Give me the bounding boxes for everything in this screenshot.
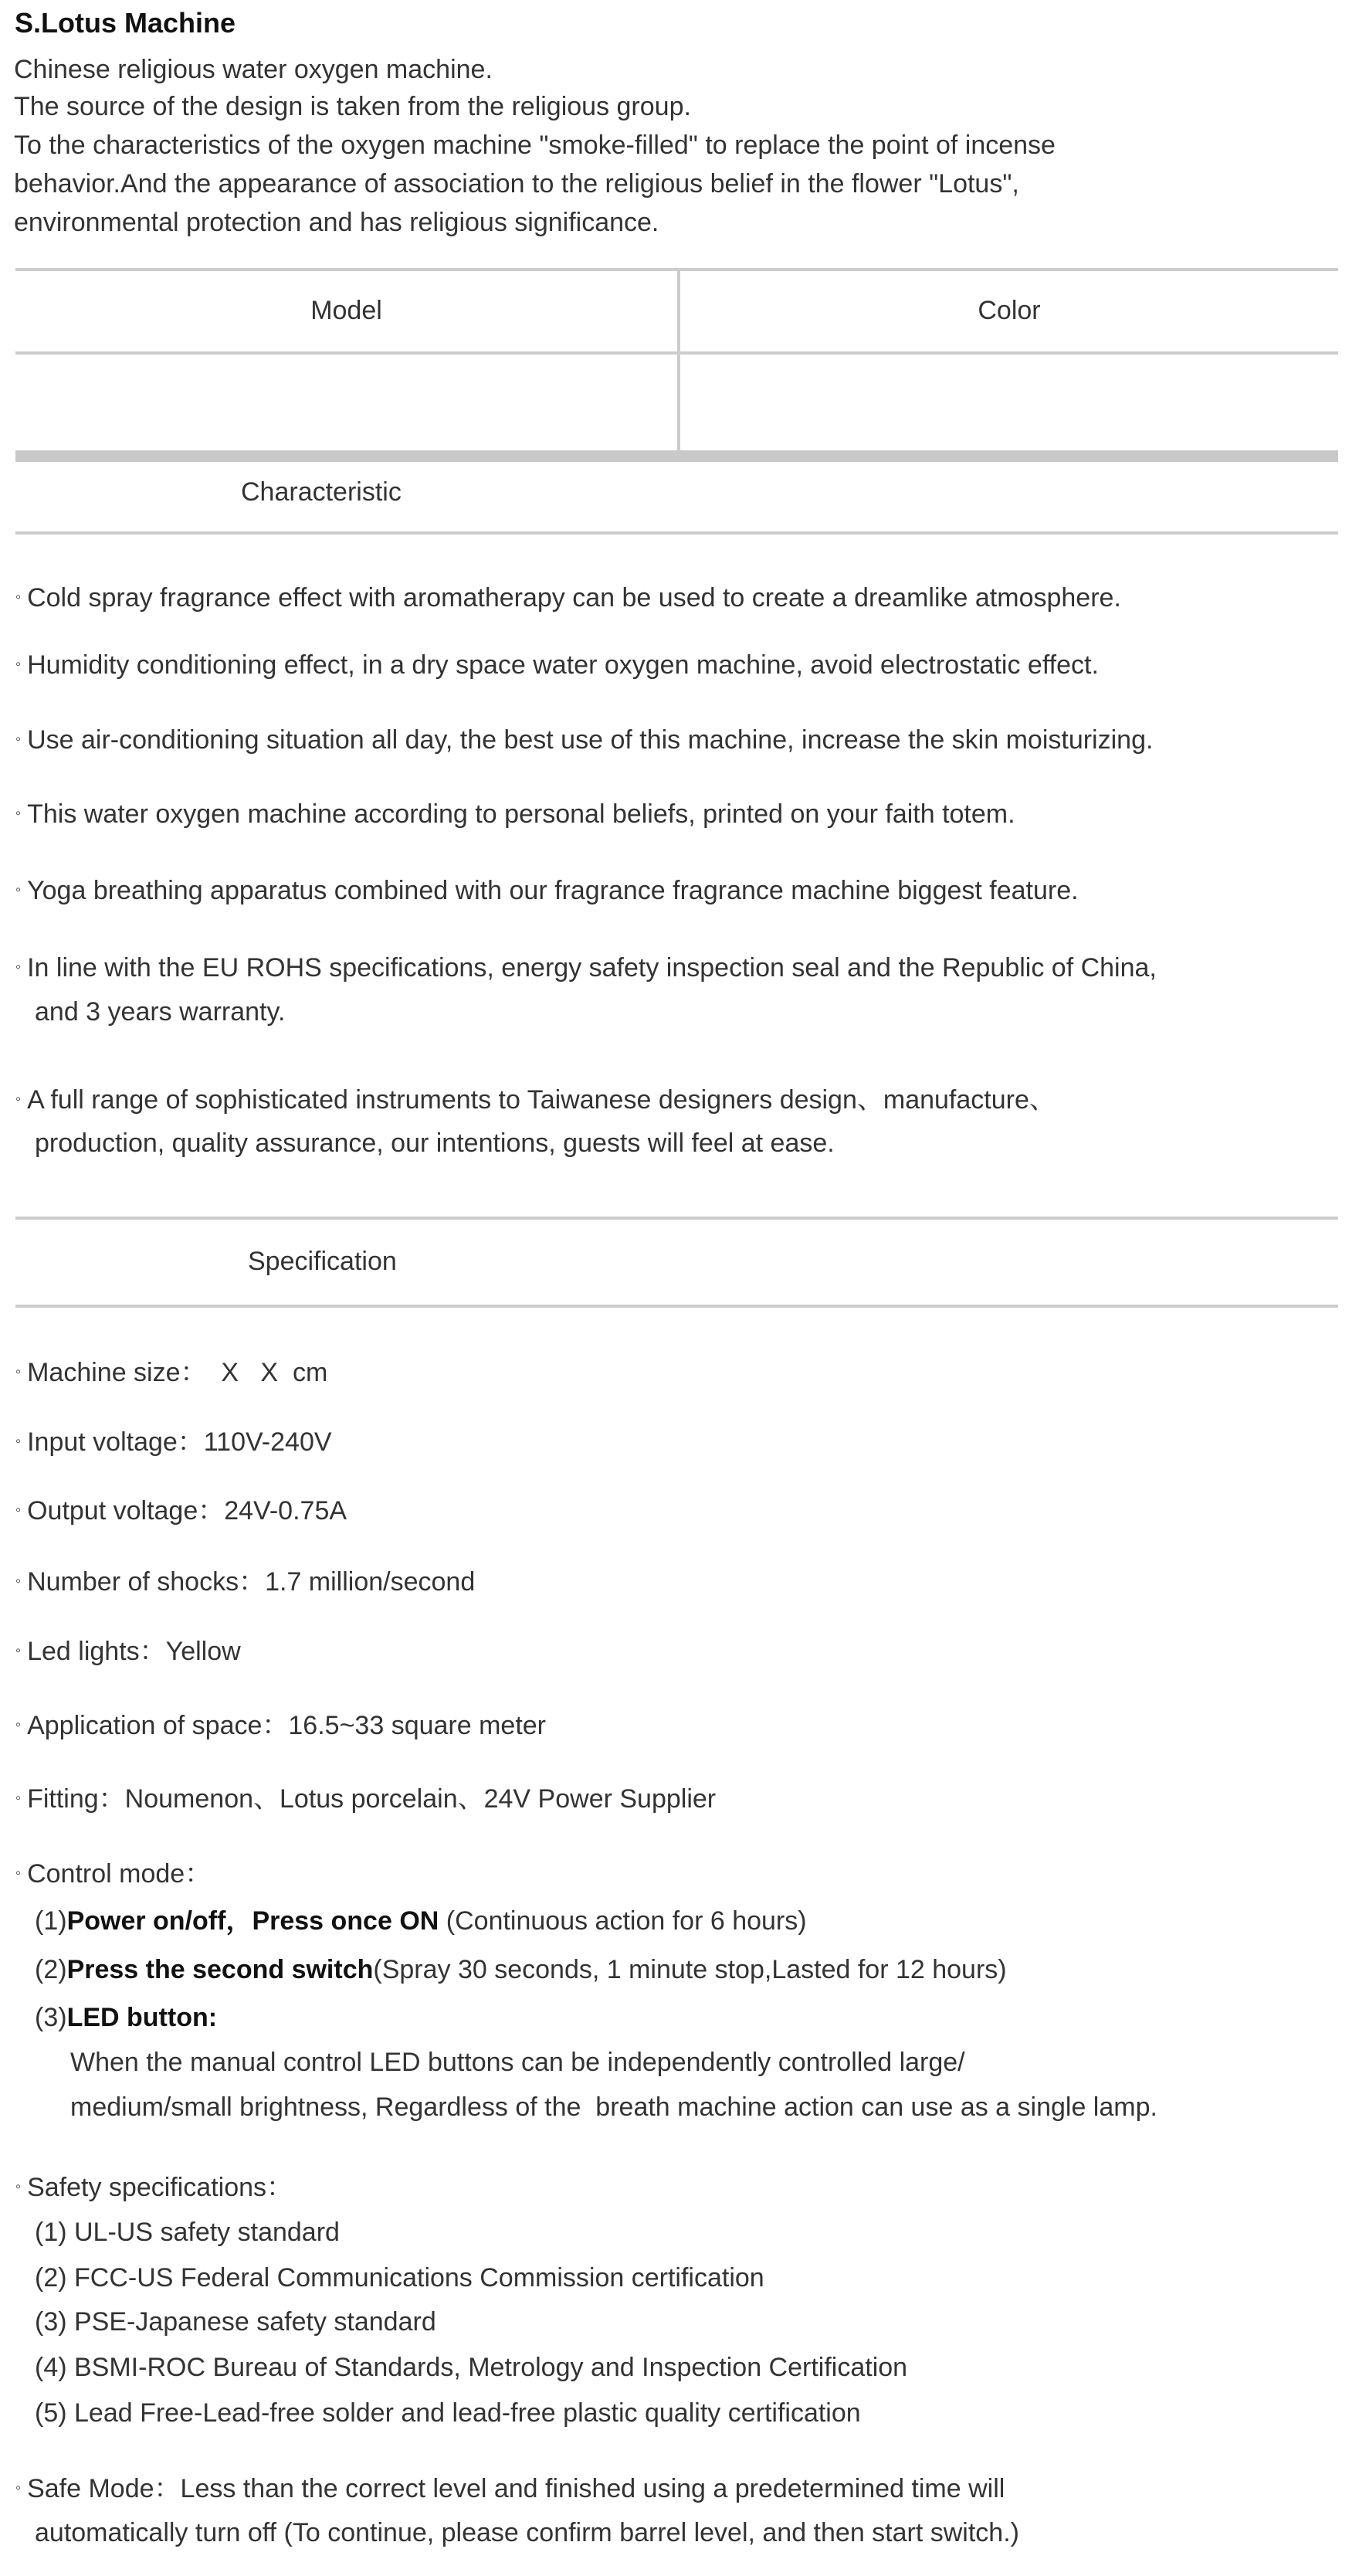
spec-text: Number of shocks：1.7 million/second bbox=[27, 1567, 476, 1597]
bullet-icon: ◦ bbox=[15, 1716, 22, 1733]
table-header-color: Color bbox=[978, 296, 1041, 325]
spec-text: Control mode： bbox=[27, 1859, 212, 1889]
step-number: (1) bbox=[35, 1906, 67, 1936]
specification-heading: Specification bbox=[248, 1247, 397, 1276]
step-bold-text: Press the second switch bbox=[66, 1955, 374, 1984]
characteristic-text: In line with the EU ROHS specifications, energy safety inspection seal and the Republic of China, bbox=[27, 953, 1157, 983]
step-text: (Continuous action for 6 hours) bbox=[439, 1906, 807, 1936]
characteristic-item bbox=[15, 952, 1157, 983]
spec-text: Machine size： X X cm bbox=[27, 1358, 328, 1387]
characteristic-item bbox=[15, 798, 1015, 830]
control-step bbox=[35, 1906, 807, 1936]
spec-text: Led lights：Yellow bbox=[27, 1637, 241, 1666]
safe-mode-continued: automatically turn off (To continue, please confirm barrel level, and then start switch.) bbox=[35, 2518, 1019, 2547]
bullet-icon: ◦ bbox=[15, 881, 22, 898]
bullet-icon: ◦ bbox=[15, 959, 22, 976]
step-text: (Spray 30 seconds, 1 minute stop,Lasted for 12 hours) bbox=[373, 1955, 1007, 1984]
characteristic-text: Humidity conditioning effect, in a dry space water oxygen machine, avoid electrostatic effect. bbox=[27, 650, 1099, 680]
characteristic-text: Yoga breathing apparatus combined with our fragrance fragrance machine biggest feature. bbox=[27, 876, 1079, 905]
safety-item: (5) Lead Free-Lead-free solder and lead-free plastic quality certification bbox=[35, 2398, 861, 2428]
bullet-icon: ◦ bbox=[15, 1363, 22, 1380]
step-number: (2) bbox=[35, 1955, 67, 1984]
characteristic-item bbox=[15, 1084, 1056, 1115]
bullet-icon: ◦ bbox=[15, 731, 22, 748]
bullet-icon: ◦ bbox=[15, 1865, 22, 1882]
bullet-icon: ◦ bbox=[15, 2479, 22, 2496]
bullet-icon: ◦ bbox=[15, 1433, 22, 1450]
characteristic-heading: Characteristic bbox=[241, 477, 402, 507]
characteristic-text-continued: and 3 years warranty. bbox=[35, 997, 286, 1027]
spec-item bbox=[15, 1495, 347, 1526]
description-line: behavior.And the appearance of association to the religious belief in the flower "Lotus", bbox=[14, 169, 1019, 199]
led-detail-line: When the manual control LED buttons can be independently controlled large/ bbox=[70, 2048, 965, 2077]
description-line: The source of the design is taken from the religious group. bbox=[14, 92, 691, 121]
control-step bbox=[35, 2002, 217, 2033]
bullet-icon: ◦ bbox=[15, 1091, 22, 1108]
safety-item: (3) PSE-Japanese safety standard bbox=[35, 2307, 436, 2337]
product-title: S.Lotus Machine bbox=[15, 7, 236, 39]
description-line: environmental protection and has religious significance. bbox=[14, 208, 659, 237]
characteristic-item bbox=[15, 582, 1121, 613]
safe-mode-item bbox=[15, 2472, 1005, 2504]
bullet-icon: ◦ bbox=[15, 656, 22, 673]
bullet-icon: ◦ bbox=[15, 589, 22, 606]
bullet-icon: ◦ bbox=[15, 1790, 22, 1807]
characteristic-text: This water oxygen machine according to personal beliefs, printed on your faith totem. bbox=[27, 799, 1015, 829]
spec-item bbox=[15, 1566, 475, 1597]
table-header-rule bbox=[15, 351, 1338, 355]
characteristic-text: Use air-conditioning situation all day, the best use of this machine, increase the skin moisturizing. bbox=[27, 725, 1154, 755]
spec-item bbox=[15, 1709, 546, 1741]
characteristic-item bbox=[15, 874, 1079, 906]
spec-text: Safety specifications： bbox=[27, 2173, 293, 2202]
control-step bbox=[35, 1954, 1007, 1985]
spec-item bbox=[15, 1356, 327, 1388]
bullet-icon: ◦ bbox=[15, 805, 22, 822]
led-detail-line: medium/small brightness, Regardless of the breath machine action can use as a single lamp. bbox=[70, 2092, 1157, 2122]
specification-top-rule bbox=[15, 1217, 1338, 1220]
spec-text: Application of space：16.5~33 square meter bbox=[27, 1711, 547, 1740]
specification-rule bbox=[15, 1305, 1338, 1308]
step-bold-text: Power on/off，Press once ON bbox=[66, 1906, 439, 1936]
spec-text: Fitting：Noumenon、Lotus porcelain、24V Power Supplier bbox=[27, 1784, 717, 1814]
table-header-model: Model bbox=[310, 296, 382, 325]
spec-item bbox=[15, 1635, 241, 1667]
control-mode-label bbox=[15, 1858, 211, 1889]
table-bottom-bar bbox=[15, 450, 1338, 462]
safety-item: (1) UL-US safety standard bbox=[35, 2218, 340, 2247]
characteristic-item bbox=[15, 649, 1099, 680]
bullet-icon: ◦ bbox=[15, 1502, 22, 1519]
characteristic-text: A full range of sophisticated instruments to Taiwanese designers design、manufacture、 bbox=[27, 1085, 1056, 1115]
spec-text: Output voltage：24V-0.75A bbox=[27, 1496, 347, 1526]
spec-item bbox=[15, 1426, 332, 1458]
safety-item: (2) FCC-US Federal Communications Commission certification bbox=[35, 2263, 764, 2293]
spec-text: Safe Mode：Less than the correct level and finished using a predetermined time will bbox=[27, 2474, 1005, 2503]
characteristic-rule bbox=[15, 531, 1338, 535]
spec-item bbox=[15, 1783, 716, 1814]
bullet-icon: ◦ bbox=[15, 2178, 22, 2195]
spec-text: Input voltage：110V-240V bbox=[27, 1427, 332, 1457]
bullet-icon: ◦ bbox=[15, 1642, 22, 1659]
safety-item: (4) BSMI-ROC Bureau of Standards, Metrology and Inspection Certification bbox=[35, 2353, 908, 2382]
bullet-icon: ◦ bbox=[15, 1573, 22, 1590]
step-number: (3) bbox=[35, 2003, 67, 2032]
safety-label bbox=[15, 2171, 293, 2203]
characteristic-text-continued: production, quality assurance, our intentions, guests will feel at ease. bbox=[35, 1128, 835, 1158]
description-line: Chinese religious water oxygen machine. bbox=[14, 55, 493, 84]
characteristic-item bbox=[15, 724, 1153, 755]
description-line: To the characteristics of the oxygen machine "smoke-filled" to replace the point of incense bbox=[14, 131, 1056, 160]
characteristic-text: Cold spray fragrance effect with aromatherapy can be used to create a dreamlike atmosphere. bbox=[27, 583, 1121, 613]
step-bold-text: LED button: bbox=[66, 2003, 218, 2032]
